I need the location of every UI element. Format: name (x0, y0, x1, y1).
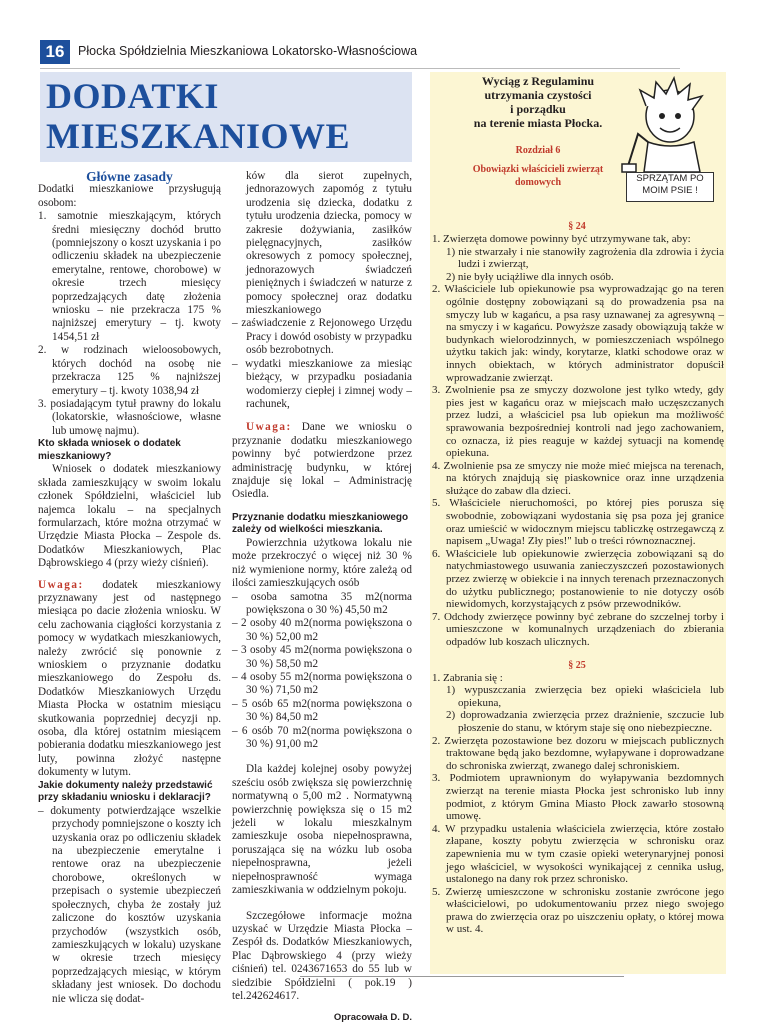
norm-item: – 6 osób 70 m2(norma powiększona o 30 %) 91,00 m2 (232, 724, 412, 751)
eligibility-item-1: 1. samotnie mieszkającym, których średni miesięczny dochód brutto (pomniejszony o koszt uzyskania i po odliczeniu składek na ubezpieczenie emerytalne, rentowe, chorobowe) w okresie trzech miesięcy poprzedzających datę złożenia wniosku – nie przekracza 175 % najniższej emerytury – tj. kwoty 1454,51 zł (38, 210, 221, 343)
regulation-title-line: i porządku (510, 102, 566, 116)
chapter-title: Obowiązki właścicieli zwierząt domowych (472, 164, 604, 188)
answer-who: Wniosek o dodatek mieszkaniowy składa zamieszkujący w swoim lokalu członek Spółdzielni, właściciel lub najemca lokalu – na specjalnych formularzach, które można otrzymać w Urzędzie Miasta Płocka – Zespole ds. Dodatków Mieszkaniowych, Plac Dąbrowskiego 4 (przy wieży ciśnień). (38, 463, 221, 570)
title-line-1: DODATKI (46, 76, 219, 116)
reg-subitem: 1) nie stwarzały i nie stanowiły zagrożenia dla zdrowia i życia ludzi i zwierząt, (446, 245, 724, 271)
note-paragraph-2 (232, 421, 412, 501)
norm-item: – 5 osób 65 m2(norma powiększona o 30 %) 84,50 m2 (232, 697, 412, 724)
regulation-title-line: Wyciąg z Regulaminu (481, 74, 595, 88)
reg-subitem: 2) nie były uciążliwe dla innych osób. (446, 270, 614, 283)
documents-item-2: – zaświadczenie z Rejonowego Urzędu Pracy i dowód osobisty w przypadku osób bezrobotnych. (232, 317, 412, 357)
reg-item: 2. Zwierzęta pozostawione bez dozoru w miejscach publicznych traktowane będą jako bezdomne, wyłapywane i doprowadzane do schroniska zwierząt, zwanego dalej schroniskiem. (432, 734, 724, 772)
reg-item: 1. Zabrania się : (432, 671, 503, 684)
size-text: Powierzchnia użytkowa lokalu nie może przekroczyć o więcej niż 30 % niż wymienione normy, które zależą od ilości zamieszkujących osób (232, 536, 412, 590)
column-1 (38, 170, 221, 1006)
contact-paragraph: Szczegółowe informacje można uzyskać w Urzędzie Miasta Płocka – Zespół ds. Dodatków Mieszkaniowych, Plac Dąbrowskiego 4 (przy wieży ciśnień) tel. 0243671653 do 55 lub w siedzibie Spółdzielni ( pok.19 ) tel.242624617. (232, 909, 412, 1002)
reg-item: 2. Właściciele lub opiekunowie psa wyprowadzając go na teren ogólnie dostępny zobowiązani są do prowadzenia psa na smyczy lub w kagańcu, a psa rasy uznawanej za agresywną – na smyczy i w kagańcu. Powyższe zasady obowiązują także w budynkach wielorodzinnych, w pomieszczeniach wspólnego użytku takich jak: windy, korytarze, klatki schodowe oraz w innych obiektach, w których administrator dopuścił wprowadzanie zwierząt. (432, 283, 724, 384)
paragraph-24-label: § 24 (568, 221, 586, 232)
question-who: Kto składa wniosek o dodatek mieszkaniowy? (38, 438, 181, 462)
note-text-2: Dane we wniosku o przyznanie dodatku mieszkaniowego powinny być potwierdzone przez administrację budynku, w której znajduje się lokal – Administrację Osiedla. (232, 421, 412, 501)
reg-item: 5. Właściciele nieruchomości, po której pies porusza się swobodnie, zobowiązani wydostania się psa poza jej granice oraz umieścić w widocznym miejscu tabliczkę ostrzegawczą z napisem „Uwaga! Zły pies!" lub o treści równoznacznej. (432, 497, 724, 548)
documents-item-3: – wydatki mieszkaniowe za miesiąc bieżący, w przypadku posiadania wodomierzy ciepłej i zimnej wody – rachunek, (232, 357, 412, 410)
reg-item: 1. Zwierzęta domowe powinny być utrzymywane tak, aby: (432, 233, 691, 245)
reg-item: 5. Zwierzę umieszczone w schronisku zostanie zwrócone jego właścicielowi, po udokumentowaniu przez niego swojego prawa do zwierzęcia oraz po uiszczeniu opłaty, o której mowa w ust. 4. (432, 885, 724, 936)
question-size: Przyznanie dodatku mieszkaniowego zależy od wielkości mieszkania. (232, 511, 409, 536)
title-line-2: MIESZKANIOWE (46, 116, 351, 156)
regulation-title-line: na terenie miasta Płocka. (473, 116, 603, 130)
reg-item: 4. Zwolnienie psa ze smyczy nie może mieć miejsca na terenach, na których znajdują się piaskownice oraz inne urządzenia służące do zabaw dla dzieci. (432, 459, 724, 497)
norm-item: – osoba samotna 35 m2(norma powiększona o 30 %) 45,50 m2 (232, 590, 412, 616)
column-2 (232, 170, 412, 1025)
regulation-box (430, 72, 726, 974)
publication-header: Płocka Spółdzielnia Mieszkaniowa Lokatorsko-Własnościowa (78, 44, 418, 58)
regulation-title (430, 74, 646, 130)
page-number: 16 (40, 40, 70, 64)
extra-area-paragraph: Dla każdej kolejnej osoby powyżej sześciu osób zwiększa się powierzchnię normatywną o 5,00 m2 . Normatywną powierzchnię powiększa się o 15 m2 jeżeli w lokalu mieszkalnym zamieszkuje osoba niepełnosprawna, poruszająca się na wózku lub osoba niepełnosprawna, jeżeli niepełnosprawność wymaga zamieszkiwania w oddzielnym pokoju. (232, 763, 412, 897)
page-title (46, 76, 350, 156)
boy-with-shovel-illustration (618, 76, 718, 174)
section-title: Główne zasady (86, 169, 173, 184)
reg-item: 3. Podmiotem uprawnionym do wyłapywania bezdomnych zwierząt na terenie miasta Płocka jest schronisko lub inny podmiot, z którym Gmina Miasto Płock zawarło stosowną umowę. (432, 772, 724, 823)
reg-item: 7. Odchody zwierzęce powinny być zebrane do szczelnej torby i umieszczone w komunalnych urządzeniach do zbierania odpadów lub koszach ulicznych. (432, 610, 724, 648)
norm-item: – 2 osoby 40 m2(norma powiększona o 30 %) 52,00 m2 (232, 617, 412, 643)
documents-continuation: ków dla sierot zupełnych, jednorazowych zapomóg z tytułu urodzenia się dziecka, dodatku z tytułu urodzenia dziecka, pomocy w zakresie dożywiania, zasiłków pielęgnacyjnych, zasiłków okresowych z pomocy społecznej, jednorazowych świadczeń pieniężnych i świadczeń w naturze z pomocy społecznej oraz dodatku mieszkaniowego (246, 170, 412, 317)
reg-item: 6. Właściciele lub opiekunowie zwierzęcia zobowiązani są do natychmiastowego usuwania zanieczyszczeń pozostawionych przez zwierzę w obiekcie i na innych terenach przeznaczonych do użytku publicznego; postanowienie to nie dotyczy osób niewidomych, korzystających z psów przewodników. (432, 547, 724, 611)
note-paragraph (38, 579, 221, 780)
note-label: Uwaga: (38, 578, 84, 591)
footer-rule (300, 976, 624, 977)
regulation-body (430, 220, 724, 936)
chapter-label: Rozdział 6 (515, 145, 561, 156)
author-signature: Opracowała D. D. (333, 1012, 412, 1024)
note-label-2: Uwaga: (246, 421, 292, 434)
reg-subitem: 2) doprowadzania zwierzęcia przez drażnienie, szczucie lub płoszenie do stanu, w którym staje się ono niebezpieczne. (446, 709, 724, 734)
eligibility-item-2: 2. w rodzinach wieloosobowych, których dochód na osobę nie przekracza 125 % najniższej emerytury – tj. kwoty 1038,94 zł (38, 344, 221, 397)
speech-bubble: SPRZĄTAM PO MOIM PSIE ! (626, 172, 714, 202)
paragraph-25-label: § 25 (568, 659, 586, 671)
regulation-title-line: utrzymania czystości (484, 88, 592, 102)
documents-item: – dokumenty potwierdzające wszelkie przychody pomniejszone o koszty ich uzyskania oraz po odliczeniu składek na ubezpieczenie emerytalne i rentowe oraz na ubezpieczenie chorobowe, określonych w przepisach o systemie ubezpieczeń społecznych, chyba że zostały już zaliczone do kosztów uzyskania przychodów (wszystkich osób, zamieszkujących w lokalu) uzyskane w okresie trzech miesięcy poprzedzających miesiąc, w którym składany jest wniosek. Do dochodu nie wlicza się dodat- (38, 804, 222, 1005)
reg-item: 3. Zwolnienie psa ze smyczy dozwolone jest tylko wtedy, gdy pies jest w kagańcu oraz w miejscach mało uczęszczanych przez ludzi, a właściciel psa lub opiekun ma możliwość sprawowania bezpośredniej kontroli nad jego zachowaniem, co oznacza, iż pies reaguje w każdej sytuacji na komendę opiekuna. (432, 384, 724, 460)
header-rule (40, 68, 680, 69)
reg-item: 4. W przypadku ustalenia właściciela zwierzęcia, które zostało złapane, koszty pobytu zwierzęcia w schronisku oraz zapewnienia mu w tym czasie opieki weterynaryjnej ponosi jego właściciel, w wysokości wynikającej z cennika usług, ustalonego na dany rok przez schronisko. (432, 822, 724, 886)
reg-subitem: 1) wypuszczania zwierzęcia bez opieki właściciela lub opiekuna, (446, 684, 724, 709)
question-documents: Jakie dokumenty należy przedstawić przy składaniu wniosku i deklaracji? (38, 779, 213, 804)
note-text: dodatek mieszkaniowy przyznawany jest od następnego miesiąca po dacie złożenia wniosku. W celu zachowania ciągłości korzystania z pomocy w wydatkach mieszkaniowych, należy zwrócić się ponownie z wnioskiem o przyznanie dodatku mieszkaniowego do Zespołu ds. Dodatków Mieszkaniowych Urzędu Miasta Płocka w ostatnim miesiącu skutkowania poprzedniej decyzji np. osoba, dla której ostatnim miesiącem pobierania dodatku mieszkaniowego jest luty, powinna złożyć następne dokumenty w lutym. (38, 578, 221, 779)
eligibility-item-3: 3. posiadającym tytuł prawny do lokalu (lokatorskie, własnościowe, własne lub umowę najmu). (38, 397, 221, 437)
intro-text: Dodatki mieszkaniowe przysługują osobom: (38, 183, 221, 209)
norm-item: – 3 osoby 45 m2(norma powiększona o 30 %) 58,50 m2 (232, 644, 412, 670)
norm-item: – 4 osoby 55 m2(norma powiększona o 30 %) 71,50 m2 (232, 671, 412, 697)
